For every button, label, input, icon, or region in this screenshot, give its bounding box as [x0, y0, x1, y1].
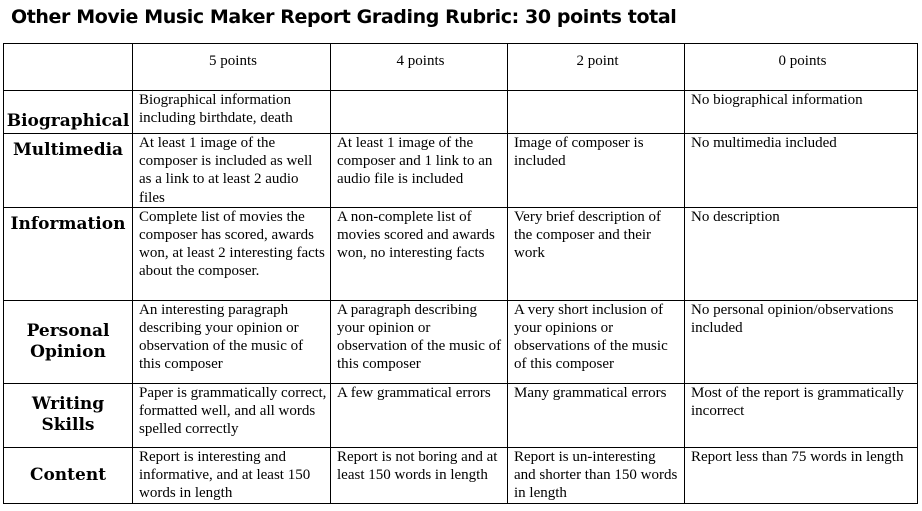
row-label-personal-opinion: Personal Opinion [4, 300, 133, 383]
table-cell: No personal opinion/observations included [685, 300, 918, 383]
table-cell: Report is un-interesting and shorter than 150 words in length [508, 447, 685, 503]
row-label-multimedia: Multimedia [4, 134, 133, 208]
row-label-content: Content [4, 447, 133, 503]
rubric-table [3, 43, 918, 504]
table-cell [331, 91, 508, 134]
table-cell: No description [685, 207, 918, 300]
column-header-4-points: 4 points [331, 44, 508, 91]
table-cell: At least 1 image of the composer and 1 link to an audio file is included [331, 134, 508, 208]
table-cell: A few grammatical errors [331, 383, 508, 447]
table-cell: Very brief description of the composer and their work [508, 207, 685, 300]
page-title: Other Movie Music Maker Report Grading Rubric: 30 points total [11, 6, 677, 28]
table-cell: A paragraph describing your opinion or observation of the music of this composer [331, 300, 508, 383]
table-cell: Report less than 75 words in length [685, 447, 918, 503]
header-row [4, 44, 918, 91]
table-cell: Most of the report is grammatically incorrect [685, 383, 918, 447]
column-header-2-point: 2 point [508, 44, 685, 91]
table-cell: Paper is grammatically correct, formatted well, and all words spelled correctly [133, 383, 331, 447]
table-cell: A non-complete list of movies scored and awards won, no interesting facts [331, 207, 508, 300]
table-cell: A very short inclusion of your opinions or observations of the music of this composer [508, 300, 685, 383]
table-row [4, 91, 918, 134]
column-header-blank [4, 44, 133, 91]
table-cell: Report is not boring and at least 150 words in length [331, 447, 508, 503]
table-row [4, 207, 918, 300]
row-label-writing-skills: Writing Skills [4, 383, 133, 447]
row-label-biographical: Biographical [4, 91, 133, 134]
row-label-information: Information [4, 207, 133, 300]
table-cell: Image of composer is included [508, 134, 685, 208]
table-row [4, 300, 918, 383]
column-header-5-points: 5 points [133, 44, 331, 91]
table-cell: At least 1 image of the composer is included as well as a link to at least 2 audio files [133, 134, 331, 208]
table-row [4, 383, 918, 447]
table-cell: An interesting paragraph describing your opinion or observation of the music of this composer [133, 300, 331, 383]
table-cell: Biographical information including birthdate, death [133, 91, 331, 134]
table-cell: No multimedia included [685, 134, 918, 208]
table-row [4, 447, 918, 503]
table-cell: Many grammatical errors [508, 383, 685, 447]
table-cell: No biographical information [685, 91, 918, 134]
table-cell: Complete list of movies the composer has scored, awards won, at least 2 interesting facts about the composer. [133, 207, 331, 300]
table-cell [508, 91, 685, 134]
column-header-0-points: 0 points [685, 44, 918, 91]
table-row [4, 134, 918, 208]
table-cell: Report is interesting and informative, and at least 150 words in length [133, 447, 331, 503]
